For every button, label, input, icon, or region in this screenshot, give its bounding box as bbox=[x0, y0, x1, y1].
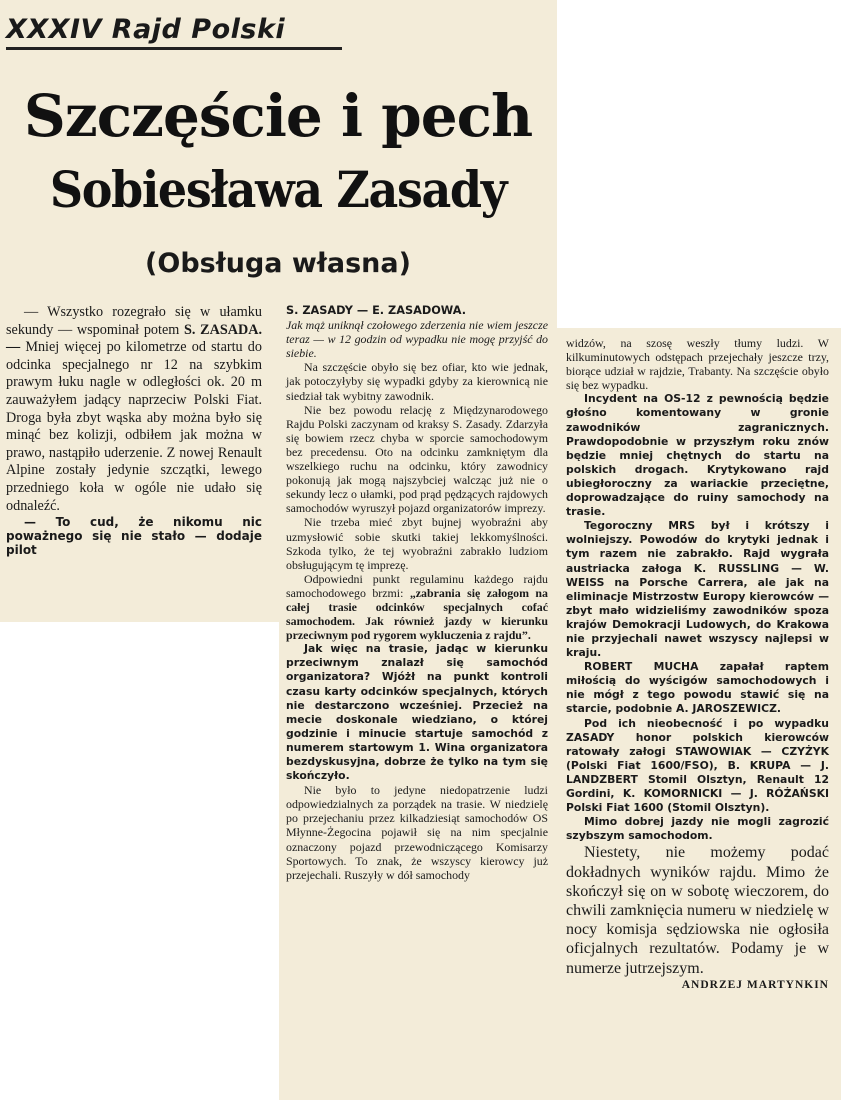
name: S. ZASADA. — bbox=[6, 321, 262, 356]
paragraph: Tegoroczny MRS był i krótszy i wolniejszy. Powodów do krytyki jednak i tym razem nie zabrakło. Rajd wygrała austriacka załoga K. RUSSLING — W. WEISS na Porsche Carrera, ale jak na eliminacje Mistrzostw Europy kierowców — zbyt mało widzieliśmy zawodników spoza krajów Demokracji Ludowych, do Krakowa nie przyjechali nawet wszyscy najlepsi w kraju. bbox=[566, 519, 829, 660]
paragraph: Nie bez powodu relację z Międzynarodowego Rajdu Polski zaczynam od kraksy S. Zasady. Zdarzyła się bowiem rzecz chyba w sporcie samochodowym bez precedensu. Oto na odcinku zamkniętym dla wszelkiego ruchu na odcinku, który zawodnicy pokonują jak mogą najszybciej walcząc już nie o sekundy lecz o ułamki, pod prąd pędzących rajdowych samochodów wyruszył pojazd organizatorów imprezy. bbox=[286, 402, 548, 516]
paragraph: Pod ich nieobecność i po wypadku ZASADY honor polskich kierowców ratowały załogi STAWOWIAK — CZYŻYK (Polski Fiat 1600/FSO), B. KRUPA — J. LANDZBERT Stomil Olsztyn, Renault 12 Gordini, K. KOMORNICKI — J. RÓŻAŃSKI Polski Fiat 1600 (Stomil Olsztyn). bbox=[566, 716, 829, 815]
paragraph: widzów, na szosę weszły tłumy ludzi. W kilkuminutowych odstępach przejechały jeszcze trzy, biorące udział w rajdzie, Trabanty. Na szczęście obyło się bez wypadku. bbox=[566, 336, 829, 393]
rule-quote: „zabrania się załogom na całej trasie odcinków specjalnych cofać samochodem. Jak również jazdy w kierunku przeciwnym pod rygorem wykluczenia z rajdu”. bbox=[286, 585, 548, 643]
author-signature: ANDRZEJ MARTYNKIN bbox=[681, 978, 829, 991]
paragraph bbox=[6, 304, 262, 515]
paragraph: — To cud, że nikomu nic poważnego się nie stało — dodaje pilot bbox=[6, 515, 262, 558]
quote: Jak mąż uniknął czołowego zderzenia nie wiem jeszcze teraz — w 12 godzin od wypadku nie mogę przyjść do siebie. bbox=[286, 318, 548, 361]
kicker: XXXIV Rajd Polski bbox=[6, 14, 286, 45]
subheadline: (Obsługa własna) bbox=[145, 248, 411, 279]
paragraph: Jak więc na trasie, jadąc w kierunku przeciwnym znalazł się samochód organizatora? Wjóżł na punkt kontroli czasu karty odcinków specjalnych, których nie destarczono wcześniej. Przecież na mecie doskonale wiedziano, o której godzinie i minucie startuje samochód z numerem startowym 1. Wina organizatora bezdyskusyjna, dobrze że tylko na tym się skończyło. bbox=[286, 642, 548, 783]
article-column-2 bbox=[286, 304, 548, 882]
headline-line-2: Sobiesława Zasady bbox=[49, 160, 507, 219]
kicker-rule bbox=[6, 47, 342, 50]
paragraph: ROBERT MUCHA zapałał raptem miłością do wyścigów samochodowych i nie mógł z tego powodu stawić się na starcie, podobnie A. JAROSZEWICZ. bbox=[566, 660, 829, 716]
paragraph: Niestety, nie możemy podać dokładnych wyników rajdu. Mimo że skończył się on w sobotę wieczorem, do chwili zamknięcia numeru w niedzielę w nocy komisja sędziowska nie ogłosiła oficjalnych rezultatów. Podamy je w numerze jutrzejszym. bbox=[566, 844, 829, 977]
paragraph: Nie trzeba mieć zbyt bujnej wyobraźni aby uzmysłowić sobie skutki takiej lekkomyślności. Szkoda tylko, że tej wyobraźni zabrakło ludziom obsługującym tę imprezę. bbox=[286, 515, 548, 572]
paragraph: Mimo dobrej jazdy nie mogli zagrozić szybszym samochodom. bbox=[566, 815, 829, 843]
text: — Wszystko rozegrało się w ułamku sekundy — wspominał potem bbox=[6, 304, 262, 338]
text: Mniej więcej po kilometrze od startu do odcinka specjalnego nr 12 na szybkim prawym łuku nagle w odległości ok. 20 m zauważyłem jadący naprzeciw Polski Fiat. Droga była zbyt wąska aby można było się minąć bez kolizji, odbiłem jak można w prawo, nastąpiło uderzenie. Z nowej Renault Alpine zostały jedynie szczątki, lewego przedniego koła w ogóle nie udało się odnaleźć. bbox=[6, 339, 262, 514]
text: Odpowiedni punkt regulaminu każdego rajdu samochodowego brzmi: bbox=[286, 571, 548, 600]
paragraph: Nie było to jedyne niedopatrzenie ludzi odpowiedzialnych za porządek na trasie. W niedzielę po przejechaniu przez kilkadziesiąt samochodów OS Młynne-Żegocina pojawił się na nim specjalnie oznaczony pojazd przewodniczącego Komisarzy Sportowych. To znak, że wszyscy kierowcy już przejechali. Ruszyły w dół samochody bbox=[286, 783, 548, 882]
byline: S. ZASADY — E. ZASADOWA. bbox=[286, 304, 467, 317]
paragraph: Na szczęście obyło się bez ofiar, kto wie jednak, jak potoczyłyby się wypadki gdyby za kierownicą nie siedział tak wybitny zawodnik. bbox=[286, 360, 548, 403]
article-column-3 bbox=[566, 336, 829, 992]
paragraph: Incydent na OS-12 z pewnością będzie głośno komentowany w gronie zawodników zagranicznych. Prawdopodobnie w przyszłym roku znów będzie mniej chętnych do startu na polskich drogach. Krytykowano rajd ubiegłoroczny za wariackie przeciętne, doprowadzające do ruiny samochody na trasie. bbox=[566, 392, 829, 519]
paragraph bbox=[286, 572, 548, 642]
article-column-1 bbox=[6, 304, 262, 557]
headline-line-1: Szczęście i pech bbox=[23, 82, 533, 150]
